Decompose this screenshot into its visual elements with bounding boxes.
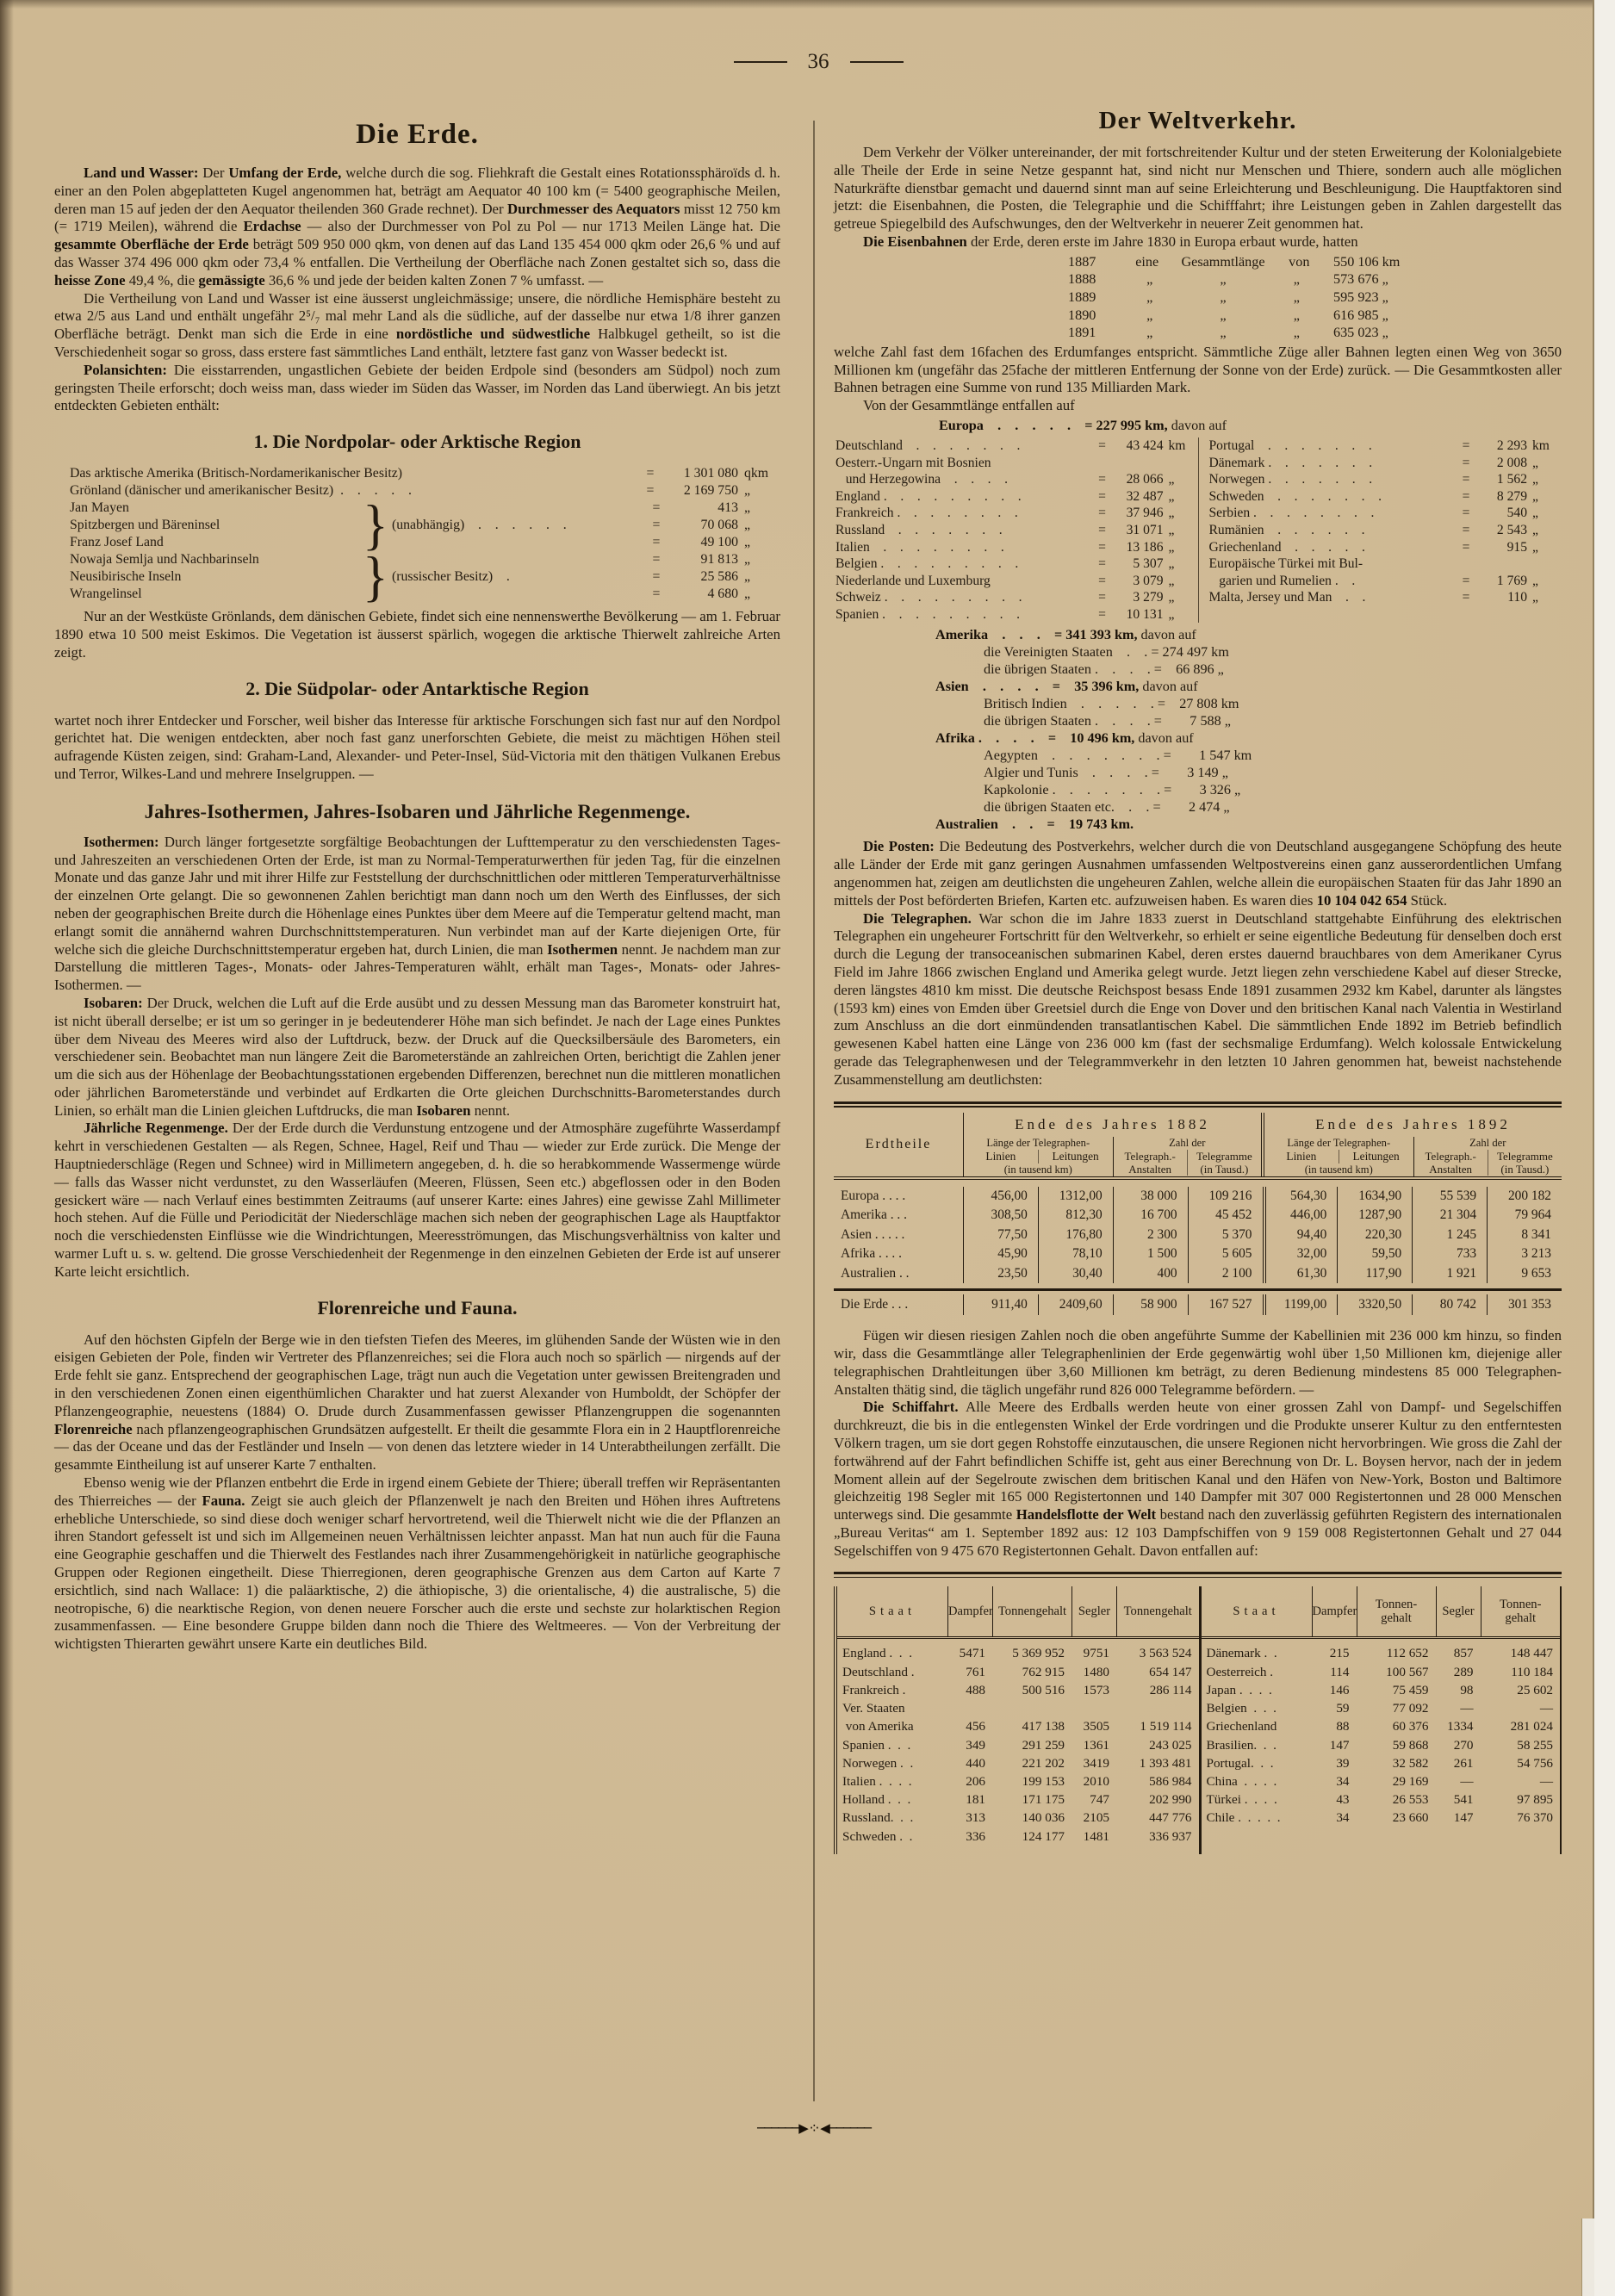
lead-isothermen: Isothermen: <box>84 833 159 850</box>
list-item: und Herzegowina . . . . = 28 066 „ <box>835 472 1175 487</box>
list-item: die übrigen Staaten . . . . = 66 896 „ <box>984 661 1224 678</box>
group-note: (unabhängig) . . . . . . <box>392 518 567 533</box>
table-row: Deutschland . 761 762 915 1480 654 147 <box>842 1664 1192 1679</box>
list-item: Deutschland . . . . . . . = 43 424 km <box>835 437 1186 453</box>
fleet-table-top-rule <box>834 1572 1562 1578</box>
list-item: Neusibirische Inseln <box>70 569 182 585</box>
list-item: = 4 680 „ <box>652 586 751 602</box>
lead-schiffahrt: Die Schiffahrt. <box>863 1399 959 1416</box>
list-item: Serbien . . . . . . . . = 540 „ <box>1208 506 1538 521</box>
list-item: die übrigen Staaten etc. . . = 2 474 „ <box>984 799 1230 816</box>
list-item: Franz Josef Land <box>70 535 164 550</box>
list-item: Norwegen . . . . . . . = 1 562 „ <box>1208 472 1538 487</box>
scan-edge-top <box>0 0 1615 9</box>
paragraph-eisenbahnen: Die Eisenbahnen der Erde, deren erste im Jahre 1830 in Europa erbaut wurde, hatten <box>863 233 1358 250</box>
paragraph-welche-zahl: welche Zahl fast dem 16fachen des Erdumfanges entspricht. Sämmtliche Züge aller Bahnen legten einen Weg von 3650 Millionen km (ungefähr das 25fache der mittleren Entfernung der Sonne von der Erde) zurück. — Die Gesammtkosten aller Bahnen betragen eine Summe von rund 135 Milliarden Mark. <box>834 343 1562 396</box>
year-row: 1889 „ „ „ 595 923 „ <box>1068 289 1388 305</box>
arctic-group-russisch <box>70 546 780 608</box>
paragraph-florenreiche: Auf den höchsten Gipfeln der Berge wie in den tiefsten Tiefen des Meeres, im glühenden Sande der Wüsten wie in den eisigen Gebieten der Pole, finden wir Vertreter des Pflanzenreiches; sei die Flora auch noch so spärlich — nirgends auf der Erde fehlt sie ganz. Entsprechend der geographischen Lage, trägt nun auch die Vegetation unter gewissen Breitengraden und in den verschiedenen Zonen einen eigenthümlichen Charakter und hat zuerst Alexander von Humboldt, der Schöpfer der Pflanzengeographie, neuestens (1884) O. Drude durch Zusammenfassen gewisser Pflanzengruppen die sogenannten Florenreiche nach pflanzengeographischen Grundsätzen aufgestellt. Er theilt die gesammte Flora ein in 2 Hauptflorenreiche — das der Oceane und das der Festländer und Inseln — von denen das letztere wieder in 14 Unterabtheilungen zerfällt. Die gesammte Eintheilung ist auf unserer Karte 7 enthalten. <box>54 1331 780 1474</box>
year-row: 1891 „ „ „ 635 023 „ <box>1068 325 1388 341</box>
table-row: Belgien . . . 59 77 092 — — <box>1206 1701 1553 1716</box>
table-row: Türkei . . . . 43 26 553 541 97 895 <box>1206 1792 1553 1808</box>
paragraph-schiffahrt: Die Schiffahrt. Alle Meere des Erdballs werden heute von einer grossen Zahl von Dampf- und Segelschiffen durchkreuzt, die bis in die entlegensten Winkel der Erde vordringen und die Produkte unserer Kultur zu den entferntesten Völkern tragen, um sie dort gegen Rohstoffe einzutauschen, die unsere Regionen nicht hervorbringen. Wie gross die Zahl der fortwährend auf der Fahrt befindlichen Schiffe ist, geht aus einer Berechnung von Dr. L. Boysen hervor, nach der in jedem Moment allein auf der Segelroute zwischen dem britischen Kanal und den Häfen von New-York, Boston und Baltimore gleichzeitig 198 Segler mit 165 000 Registertonnen und 140 Dampfer mit 307 000 Registertonnen und 28 000 Menschen unterwegs sind. Die gesammte Handelsflotte der Welt bestand nach den zuverlässig geführten Registern des internationalen „Bureau Veritas“ am 1. September 1892 aus: 12 103 Dampfschiffen von 9 159 008 Registertonnen Gehalt und 27 044 Segelschiffen von 9 475 670 Registertonnen Gehalt. Davon entfallen auf: <box>834 1399 1562 1559</box>
scan-edge-left <box>0 0 14 2296</box>
list-item: die übrigen Staaten . . . . = 7 588 „ <box>984 713 1231 729</box>
lead-polansichten: Polansichten: <box>84 361 167 378</box>
left-column <box>54 119 780 1654</box>
page-header <box>698 50 939 74</box>
lead-telegraphen: Die Telegraphen. <box>863 909 972 927</box>
scan-edge-corner <box>1581 2218 1594 2296</box>
year-row: 1890 „ „ „ 616 985 „ <box>1068 307 1388 323</box>
arctic-areas-list <box>70 465 780 608</box>
header-rule-right <box>850 61 904 63</box>
paragraph-fuegen-wir: Fügen wir diesen riesigen Zahlen noch die oben angeführte Summe der Kabellinien mit 236 000 km hinzu, so finden wir, dass die Gesammtlänge aller Telegraphenlinien der Erde gegenwärtig wohl über 1,50 Millionen km, diejenige aller telegraphischen Drahtleitungen über 3,60 Millionen km beträgt, zu deren Bedienung mindestens 85 000 Telegraphen-Anstalten thätig sind, die täglich ungefähr rund 826 000 Telegramme befördern. — <box>834 1327 1562 1398</box>
table-row: von Amerika 456 417 138 3505 1 519 114 <box>842 1719 1192 1734</box>
table-row: Griechenland 88 60 376 1334 281 024 <box>1206 1719 1553 1734</box>
list-item: garien und Rumelien . . = 1 769 „ <box>1208 573 1538 588</box>
table-row: Brasilien. . . 147 59 868 270 58 255 <box>1206 1737 1553 1753</box>
list-item: Schweden . . . . . . . = 8 279 „ <box>1208 488 1538 504</box>
list-item: Australien . . = 19 743 km. <box>935 816 1134 833</box>
arctic-group-unabhaengig <box>70 494 780 556</box>
list-item: die Vereinigten Staaten . . = 274 497 km <box>984 644 1229 661</box>
list-item: Kapkolonie . . . . . . . = 3 326 „ <box>984 782 1241 798</box>
article-title-weltverkehr: Der Weltverkehr. <box>1098 107 1297 134</box>
table-row: China . . . . 34 29 169 — — <box>1206 1773 1553 1789</box>
railway-length-by-year <box>1068 253 1438 342</box>
telegraph-table-top-rule <box>834 1101 1562 1108</box>
brace-glyph: } <box>363 494 388 556</box>
column-divider-rule <box>813 121 815 2101</box>
table-row: Schweden . . 336 124 177 1481 336 937 <box>842 1828 1192 1844</box>
list-item: Dänemark . . . . . . . = 2 008 „ <box>1208 455 1538 470</box>
heading-nordpolar-region: 1. Die Nordpolar- oder Arktische Region <box>253 431 581 453</box>
lead-isobaren: Isobaren: <box>84 994 143 1011</box>
header-group-1882: Ende des Jahres 1882 Länge der Telegraphen- Linien Leitungen (in tausend km) Zahl der Telegraph.- Anstalten Telegramme (in Tausd.) <box>963 1113 1261 1176</box>
lead-land-und-wasser: Land und Wasser: <box>84 164 199 181</box>
list-item: Europäische Türkei mit Bul- <box>1208 556 1363 572</box>
list-item: Oesterr.-Ungarn mit Bosnien <box>835 455 991 470</box>
paragraph-isothermen: Isothermen: Durch länger fortgesetzte sorgfältige Beobachtungen der Lufttemperatur zu den verschiedensten Tages- und Jahreszeiten an verschiedenen Orten der Erde, ist man zu Normal-Temperaturwerthen für jeden Tag, für die einzelnen Monate und das ganze Jahr und mit ihrer Hilfe zur Feststellung der durchschnittlichen oder mittleren Temperaturverhältnisse der einzelnen Orte gelangt. Die so gewonnenen Zahlen berichtigt man dann noch um den Werth des Einflusses, der sich neben der geographischen Breite durch die Höhenlage eines Punktes über dem Meere auf die Temperatur geltend macht, man erlangt somit die annähernd wahren Durchschnittstemperaturen. Nun verbindet man auf der Karte diejenigen Orte, für welche sich die gleiche Durchschnittstemperatur ergeben hat, durch Linien, die man Isothermen nennt. Je nachdem man zur Darstellung die mittleren Tages-, Monats- oder Jahres-Temperaturen wählt, erhält man Tages-, Monats- oder Jahres-Isothermen. — <box>54 833 780 994</box>
header-zahl-1892: Zahl der Telegraph.- Anstalten Telegramme (in Tausd.) <box>1413 1137 1562 1176</box>
fleet-table-right-half <box>1199 1586 1561 1853</box>
paragraph-weltverkehr-intro: Dem Verkehr der Völker untereinander, der mit fortschreitender Kultur und der steten Erweiterung der Kolonialgebiete alle Theile der Erde in seine Netze gespannt hat, sind nicht nur Menschen und Thiere, sondern auch alle möglichen Naturkräfte dienstbar gemacht und dauernd sinnt man auf seine Erleichterung und Beschleunigung. Die Hauptfaktoren sind jetzt: die Eisenbahnen, die Posten, die Telegraphie und die Schifffahrt; ihre Leistungen geben in Zahlen dargestellt das getreue Spiegelbild des Aufschwunges, den der Weltverkehr in neuerer Zeit genommen hat. <box>834 144 1562 233</box>
list-item: Italien . . . . . . . . = 13 186 „ <box>835 539 1175 555</box>
header-laenge-1882: Länge der Telegraphen- Linien Leitungen (in tausend km) <box>964 1137 1113 1176</box>
telegraph-statistics-table <box>834 1113 1562 1316</box>
list-item: Britisch Indien . . . . . = 27 808 km <box>984 696 1239 712</box>
page-number: 36 <box>807 50 829 73</box>
table-row: Amerika . . . 308,50 812,30 16 700 45 452 446,00 1287,90 21 304 79 964 <box>834 1206 1562 1226</box>
table-row: Portugal. . . 39 32 582 261 54 756 <box>1206 1755 1553 1771</box>
table-row: Chile . . . . . 34 23 660 147 76 370 <box>1206 1810 1553 1826</box>
table-row: Japan . . . . 146 75 459 98 25 602 <box>1206 1682 1553 1697</box>
railways-list-left <box>834 437 1198 624</box>
fleet-table-left-half <box>837 1586 1199 1853</box>
header-group-1892: Ende des Jahres 1892 Länge der Telegraphen- Linien Leitungen (in tausend km) Zahl der Telegraph.- Anstalten Telegramme (in Tausd.) <box>1261 1113 1562 1176</box>
table-row: Oesterreich . 114 100 567 289 110 184 <box>1206 1664 1553 1679</box>
tailpiece-ornament <box>706 2120 922 2136</box>
table-row: Australien . . 23,50 30,40 400 2 100 61,30 117,90 1 921 9 653 <box>834 1264 1562 1284</box>
europa-total-line: Europa . . . . . = 227 995 km, davon auf <box>939 417 1227 433</box>
list-item: Afrika . . . . = 10 496 km, davon auf <box>935 730 1194 747</box>
merchant-fleet-table <box>834 1586 1562 1853</box>
list-item: Asien . . . . = 35 396 km, davon auf <box>935 679 1198 695</box>
list-item: Portugal . . . . . . . = 2 293 km <box>1208 437 1550 453</box>
list-item: = 49 100 „ <box>652 535 751 550</box>
list-item: Algier und Tunis . . . . = 3 149 „ <box>984 765 1228 781</box>
list-item: Das arktische Amerika (Britisch-Nordamerikanischer Besitz) = 1 301 080 qkm <box>70 466 769 481</box>
list-item: = 25 586 „ <box>652 569 751 585</box>
table-row: Norwegen . . 440 221 202 3419 1 393 481 <box>842 1755 1192 1771</box>
paragraph-polansichten: Polansichten: Die eisstarrenden, ungastlichen Gebiete der beiden Erdpole sind (besonders am Südpol) noch zum geringsten Theile erforscht; doch weiss man, dass wieder im Süden das Wasser, im Norden das Land überwiegt. An bis jetzt entdeckten Gebieten enthält: <box>54 361 780 414</box>
telegraph-table-header <box>834 1113 1562 1180</box>
continent-railways-block <box>935 626 1562 833</box>
list-item: Nowaja Semlja und Nachbarinseln <box>70 552 259 568</box>
heading-suedpolar-region: 2. Die Südpolar- oder Antarktische Region <box>245 677 589 699</box>
paragraph-von-der-gesammtlaenge: Von der Gesammtlänge entfallen auf <box>863 397 1075 414</box>
header-laenge-1892: Länge der Telegraphen- Linien Leitungen (in tausend km) <box>1264 1137 1413 1176</box>
heading-isothermen-isobaren: Jahres-Isothermen, Jahres-Isobaren und Jährliche Regenmenge. <box>144 800 691 822</box>
tailpiece-right-arrow: ◀────── <box>820 2120 871 2136</box>
telegraph-table-body <box>834 1180 1562 1284</box>
table-row: Spanien . . . 349 291 259 1361 243 025 <box>842 1737 1192 1753</box>
paragraph-fauna: Ebenso wenig wie der Pflanzen entbehrt die Erde in irgend einem Gebiete der Thiere; überall treffen wir Repräsentanten des Thierreiches — der Fauna. Zeigt sie auch gleich der Pflanzenwelt je nach den Breiten und Höhen ihres Auftretens erhebliche Unterschiede, so sind diese doch weniger scharf hervortretend, weil die Thierwelt nicht wie die der Pflanzen an ihren Standort gefesselt ist und sich im Allgemeinen neuen Verhältnissen leichter anpasst. Man hat nun auch für die Fauna eine Geographie geschaffen und die Thierwelt des Festlandes nach ihrer Zusammengehörigkeit in natürliche geographische Gruppen oder Regionen eingetheilt. Diese Thierregionen, deren geographische Grenzen aus dem Carton auf Karte 7 ersichtlich, sind nach Wallace: 1) die paläarktische, 2) die äthiopische, 3) die orientalische, 4) die australische, 5) die neotropische, 6) die nearktische Region, von denen neuere Forscher auch die erste und sechste zur holarktischen Region zusammenfassen. — Eine besondere Gruppe bilden dann noch die Thiere des Weltmeeres. — Von der Verbreitung der wichtigsten Thierarten gewährt unsere Karte ein deutliches Bild. <box>54 1474 780 1653</box>
header-zahl-1882: Zahl der Telegraph.- Anstalten Telegramme (in Tausd.) <box>1113 1137 1262 1176</box>
list-item: Aegypten . . . . . . . = 1 547 km <box>984 748 1252 764</box>
list-item: Frankreich . . . . . . . . = 37 946 „ <box>835 506 1175 521</box>
tailpiece-left-arrow: ──────▶ <box>757 2120 808 2136</box>
list-item: Belgien . . . . . . . . . = 5 307 „ <box>835 556 1175 572</box>
list-item: Niederlande und Luxemburg = 3 079 „ <box>835 573 1175 588</box>
article-title-die-erde: Die Erde. <box>356 119 479 150</box>
brace-glyph: } <box>363 546 388 608</box>
table-row: Afrika . . . . 45,90 78,10 1 500 5 605 32,00 59,50 733 3 213 <box>834 1244 1562 1264</box>
column-header-erdtheile: Erdtheile <box>865 1136 932 1151</box>
list-item: Wrangelinsel <box>70 586 142 602</box>
railways-list-right <box>1198 437 1562 624</box>
table-row: Frankreich . 488 500 516 1573 286 114 <box>842 1682 1192 1697</box>
heading-florenreiche-fauna: Florenreiche und Fauna. <box>317 1296 518 1319</box>
list-item: Spitzbergen und Bäreninsel <box>70 518 221 533</box>
table-row: Russland. . . 313 140 036 2105 447 776 <box>842 1810 1192 1826</box>
paragraph-posten: Die Posten: Die Bedeutung des Postverkehrs, welcher durch die von Deutschland ausgegangene Schöpfung des heute alle Länder der Erde mit ganz geringen Ausnahmen umfassenden Weltpostvereins einen ganz ausserordentlichen Umfang angenommen hat, zeigen am deutlichsten die ungeheuren Zahlen, welche allein die europäischen Staaten für das Jahr 1890 an mittels der Post beförderten Briefen, Karten etc. aufzuweisen haben. Es waren dies 10 104 042 654 Stück. <box>834 838 1562 909</box>
group-note: (russischer Besitz) . <box>392 569 510 585</box>
list-item: England . . . . . . . . . = 32 487 „ <box>835 488 1175 504</box>
list-item: = 91 813 „ <box>652 552 751 568</box>
list-item: = 413 „ <box>652 500 751 516</box>
scan-edge-right <box>1593 0 1615 2296</box>
paragraph-telegraphen: Die Telegraphen. War schon die im Jahre 1833 zuerst in Deutschland stattgehabte Einführung des elektrischen Telegraphen ein ungeheurer Fortschritt für den Weltverkehr, so erhielt er seine eigentliche Bedeutung für denselben doch erst durch die Legung der transoceanischen submarinen Kabel, deren erstes dauernd brauchbares von dem Amerikaner Cyrus Field im Jahre 1866 zwischen England und Amerika gelegt wurde. Jetzt liegen zehn verschiedene Kabel auf dieser Strecke, deren längstes 4810 km misst. Die deutsche Reichspost besass Ende 1891 zusammen 2932 km Kabel, darunter als längstes (1593 km) eines von Emden über Greetsiel durch die Enge von Dover und den britischen Kanal nach Valentia in Westirland zum Anschluss an die dort einmündenden transatlantischen Kabel. Die sämmtlichen Ende 1892 im Betrieb befindlich gewesenen Kabel hatten eine Länge von 236 000 km (fast der sechsmalige Erdumfang). Welch kolossale Entwickelung gerade das Telegraphenwesen und der Telegrammverkehr in den letzten 10 Jahren genommen hat, beweist nachstehende Zusammenstellung am deutlichsten: <box>834 909 1562 1088</box>
table-row: Holland . . . 181 171 175 747 202 990 <box>842 1792 1192 1808</box>
list-item: Spanien . . . . . . . . . = 10 131 „ <box>835 606 1175 622</box>
lead-regenmenge: Jährliche Regenmenge. <box>84 1120 228 1137</box>
lead-posten: Die Posten: <box>863 838 935 855</box>
lead-eisenbahnen: Die Eisenbahnen <box>863 233 967 250</box>
year-row: 1887 eine Gesammtlänge von 550 106 km <box>1068 253 1401 270</box>
paragraph-land-und-wasser: Land und Wasser: Der Umfang der Erde, welche durch die sog. Fliehkraft die Gestalt eines Rotationssphäroïds d. h. einer an den Polen abgeplatteten Kugel angenommen hat, beträgt am Aequator 40 100 km (= 5400 geographische Meilen, deren man 15 auf jeden der den Aequator theilenden 360 Grade rechnet). Der Durchmesser des Aequators misst 12 750 km (= 1719 Meilen), während die Erdachse — also der Durchmesser von Pol zu Pol — nur 1713 Meilen Länge hat. Die gesammte Oberfläche der Erde beträgt 509 950 000 qkm, von denen auf das Land 135 454 000 qkm oder 26,6 % und auf das Wasser 374 496 000 qkm oder 73,4 % entfallen. Die Vertheilung der Oberfläche nach Zonen gestaltet sich so, dass die heisse Zone 49,4 %, die gemässigte 36,6 % und jede der beiden kalten Zonen 7 % umfasst. — <box>54 164 781 289</box>
table-row: Europa . . . . 456,00 1312,00 38 000 109 216 564,30 1634,90 55 539 200 182 <box>834 1187 1562 1207</box>
paragraph-vertheilung: Die Vertheilung von Land und Wasser ist eine äusserst ungleichmässige; unsere, die nördliche Hemisphäre besteht zu etwa 2/5 aus Land und enthält ungefähr 2⁵/₇ mal mehr Land als die südliche, auf der dasselbe nur etwa 1/8 ihrer ganzen Oberfläche beträgt. Denkt man sich die Erde in eine nordöstliche und südwestliche Halbkugel getheilt, so ist die Verschiedenheit sogar so gross, dass erstere fast sämmtliches Land enthält, letztere fast ganz von Wasser bedeckt ist. <box>54 289 780 360</box>
paragraph-isobaren: Isobaren: Der Druck, welchen die Luft auf die Erde ausübt und zu dessen Messung man das Barometer konstruirt hat, ist nicht überall derselbe; er ist um so geringer in je bedeutenderer Höhe man sich befindet. Je nach der Lage eines Punktes über dem Niveau des Meeres wird also der Luftdruck, bezw. der Druck auf die Quecksilbersäule des Barometers, ein verschiedener sein. Beobachtet man nun längere Zeit die Barometerstände an zahlreichen Orten, berichtigt die Zahlen jener um die sich aus der Höhenlage der Beobachtungsstationen ergebenden Differenzen, berechnet nun die mittleren monatlichen oder jährlichen Barometerstände und verbindet auf Erdkarten die Orte gleichen Durchschnitts-Barometerstandes durch Linien, so erhält man die Linien gleichen Luftdrucks, die man Isobaren nennt. <box>54 994 780 1119</box>
list-item: Griechenland . . . . . = 915 „ <box>1208 539 1538 555</box>
list-item: Jan Mayen <box>70 500 129 516</box>
list-item: Russland . . . . . . . = 31 071 „ <box>835 522 1175 537</box>
list-item: Amerika . . . = 341 393 km, davon auf <box>935 627 1196 643</box>
list-item: Schweiz . . . . . . . . . = 3 279 „ <box>835 590 1175 605</box>
year-row: 1888 „ „ „ 573 676 „ <box>1068 271 1388 288</box>
fleet-table-header-left: Staat Dampfer Tonnengehalt Segler Tonnengehalt <box>837 1586 1199 1639</box>
list-item: = 70 068 „ <box>652 518 751 533</box>
table-row: Dänemark . . 215 112 652 857 148 447 <box>1206 1646 1553 1661</box>
table-row: Asien . . . . . 77,50 176,80 2 300 5 370 94,40 220,30 1 245 8 341 <box>834 1226 1562 1245</box>
list-item: Rumänien . . . . . . = 2 543 „ <box>1208 522 1538 537</box>
paragraph-suedpolar: wartet noch ihrer Entdecker und Forscher, weil bisher das Interesse für arktische Forschungen sich fast nur auf den Nordpol gerichtet hat. Die wenigen entdeckten, aber noch fast ganz unerforschten Gebiete, die meist zu mächtigen Höhen steil aufragende Küsten zeigen, sind: Graham-Land, Alexander- und Peter-Insel, Süd-Victoria mit den thätigen Vulkanen Erebus und Terror, Wilkes-Land und mehrere Inselgruppen. — <box>54 711 780 782</box>
right-column <box>834 107 1562 1854</box>
list-item: Grönland (dänischer und amerikanischer Besitz) . . . . . = 2 169 750 „ <box>70 483 751 499</box>
table-row: Italien . . . . 206 199 153 2010 586 984 <box>842 1773 1192 1789</box>
table-row: England . . . 5471 5 369 952 9751 3 563 524 <box>842 1646 1192 1661</box>
table-row: Ver. Staaten <box>842 1701 905 1716</box>
table-total-row: Die Erde . . . 911,40 2409,60 58 900 167 527 1199,00 3320,50 80 742 301 353 <box>834 1288 1562 1315</box>
tailpiece-dots: ·∶· <box>807 2120 821 2136</box>
paragraph-regenmenge: Jährliche Regenmenge. Der der Erde durch die Verdunstung entzogene und der Atmosphäre zugeführte Wasserdampf kehrt in verschiedenen Gestalten — als Regen, Schnee, Hagel, Reif und Thau — wieder zur Erde zurück. Die Menge der Hauptniederschläge (Regen und Schnee) wird in Millimetern angegeben, d. h. die so herabkommende Wassermenge würde — falls das Wasser nicht verdunstet, zu den Wasserläufen (Meeren, Flüssen, Seen etc.) abgeflossen oder in den Boden gesickert wäre — nach Verlauf eines bestimmten Zeitraums (auf unserer Karte: eines Jahres) eine gewisse Zahl Millimeter hoch stehen. Auf die Fülle und Periodicität der Niederschläge machen sich neben der geographischen Lage als Hauptfaktor noch die verschiedensten Einflüsse wie die Windrichtungen, Meeresströmungen, das Mischungsverhältniss von kalter und warmer Luft u. s. w. geltend. Die grosse Verschiedenheit der Regenmenge in den einzelnen Gebieten der Erde ist auf unserer Karte leicht ersichtlich. <box>54 1120 780 1280</box>
arctic-simple-rows <box>70 465 780 500</box>
header-rule-left <box>734 61 787 63</box>
list-item: Malta, Jersey und Man . . = 110 „ <box>1208 590 1538 605</box>
european-railways-lists <box>834 437 1562 624</box>
fleet-table-header-right: Staat Dampfer Tonnen- gehalt Segler Tonnen- gehalt <box>1202 1586 1561 1639</box>
paragraph-westkueste: Nur an der Westküste Grönlands, dem dänischen Gebiete, findet sich eine nennenswerthe Bevölkerung — am 1. Februar 1890 etwa 10 500 meist Eskimos. Die Vegetation ist äusserst spärlich, wogegen die arktische Thierwelt zahlreiche Arten zeigt. <box>54 608 780 661</box>
